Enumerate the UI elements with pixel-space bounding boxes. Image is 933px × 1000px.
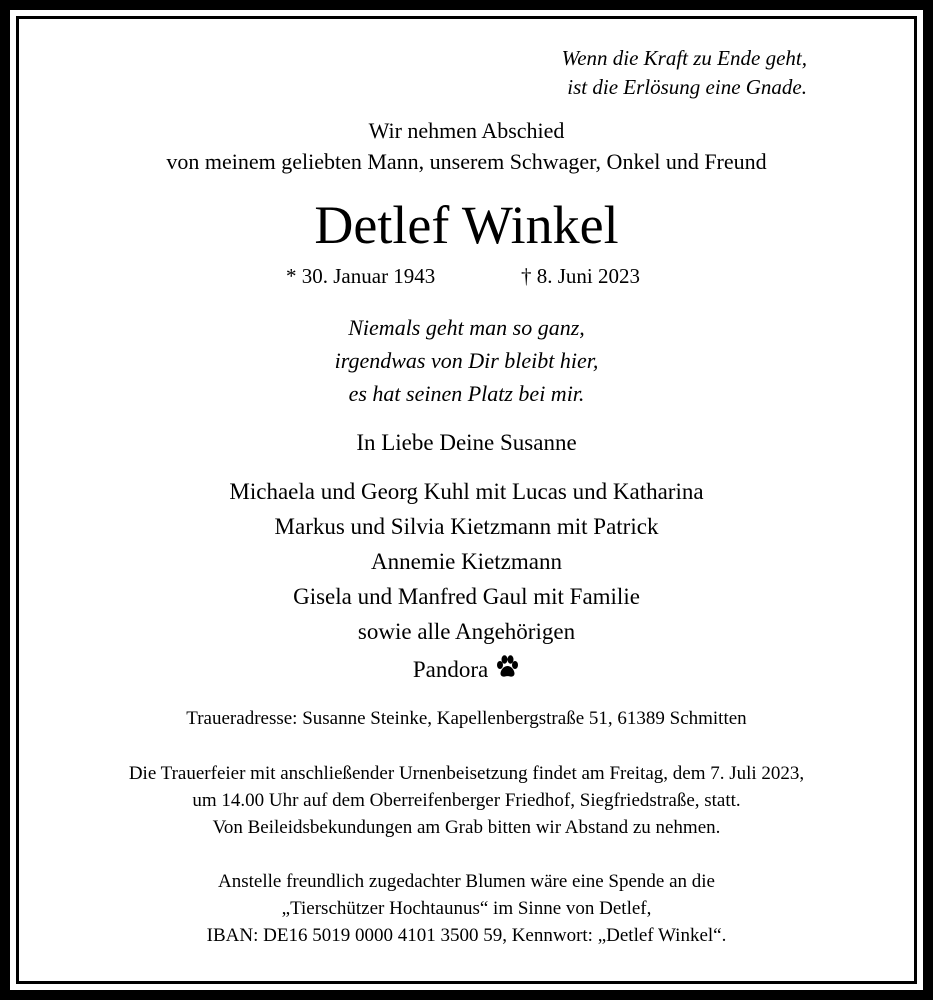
- mourner-line: Michaela und Georg Kuhl mit Lucas und Katharina: [229, 479, 704, 504]
- motto-line: ist die Erlösung eine Gnade.: [567, 75, 807, 99]
- deceased-name: Detlef Winkel: [314, 195, 619, 255]
- motto-line: Wenn die Kraft zu Ende geht,: [561, 46, 807, 70]
- mourner-line: sowie alle Angehörigen: [357, 619, 576, 644]
- mourner-pet-line: [0, 654, 933, 686]
- mourner-line: Gisela und Manfred Gaul mit Familie: [293, 584, 640, 609]
- death-date: † 8. Juni 2023: [521, 264, 641, 288]
- ceremony-line: Von Beileidsbekundungen am Grab bitten wir Abstand zu nehmen.: [212, 817, 721, 838]
- mourner-line: Annemie Kietzmann: [371, 549, 562, 574]
- ceremony-line: Die Trauerfeier mit anschließender Urnenbeisetzung findet am Freitag, dem 7. Juli 2023,: [128, 763, 805, 784]
- verse-line: Niemals geht man so ganz,: [348, 315, 585, 340]
- verse-line: es hat seinen Platz bei mir.: [348, 381, 585, 406]
- donation-line: „Tierschützer Hochtaunus“ im Sinne von Detlef,: [281, 898, 652, 919]
- intro-line: Wir nehmen Abschied: [368, 118, 565, 143]
- motto-quote: [562, 44, 807, 102]
- donation-line: IBAN: DE16 5019 0000 4101 3500 59, Kennwort: „Detlef Winkel“.: [206, 925, 727, 946]
- paw-icon: [494, 654, 520, 686]
- donation-line: Anstelle freundlich zugedachter Blumen wäre eine Spende an die: [218, 871, 715, 892]
- birth-date: * 30. Januar 1943: [286, 264, 436, 288]
- intro-line: von meinem geliebten Mann, unserem Schwager, Onkel und Freund: [166, 149, 767, 174]
- verse-line: irgendwas von Dir bleibt hier,: [334, 348, 599, 373]
- mourning-address: Traueradresse: Susanne Steinke, Kapellenbergstraße 51, 61389 Schmitten: [186, 708, 747, 729]
- pet-name: Pandora: [412, 657, 489, 682]
- mourner-line: Markus und Silvia Kietzmann mit Patrick: [274, 514, 659, 539]
- closing-line: In Liebe Deine Susanne: [356, 430, 577, 455]
- ceremony-line: um 14.00 Uhr auf dem Oberreifenberger Friedhof, Siegfriedstraße, statt.: [192, 790, 741, 811]
